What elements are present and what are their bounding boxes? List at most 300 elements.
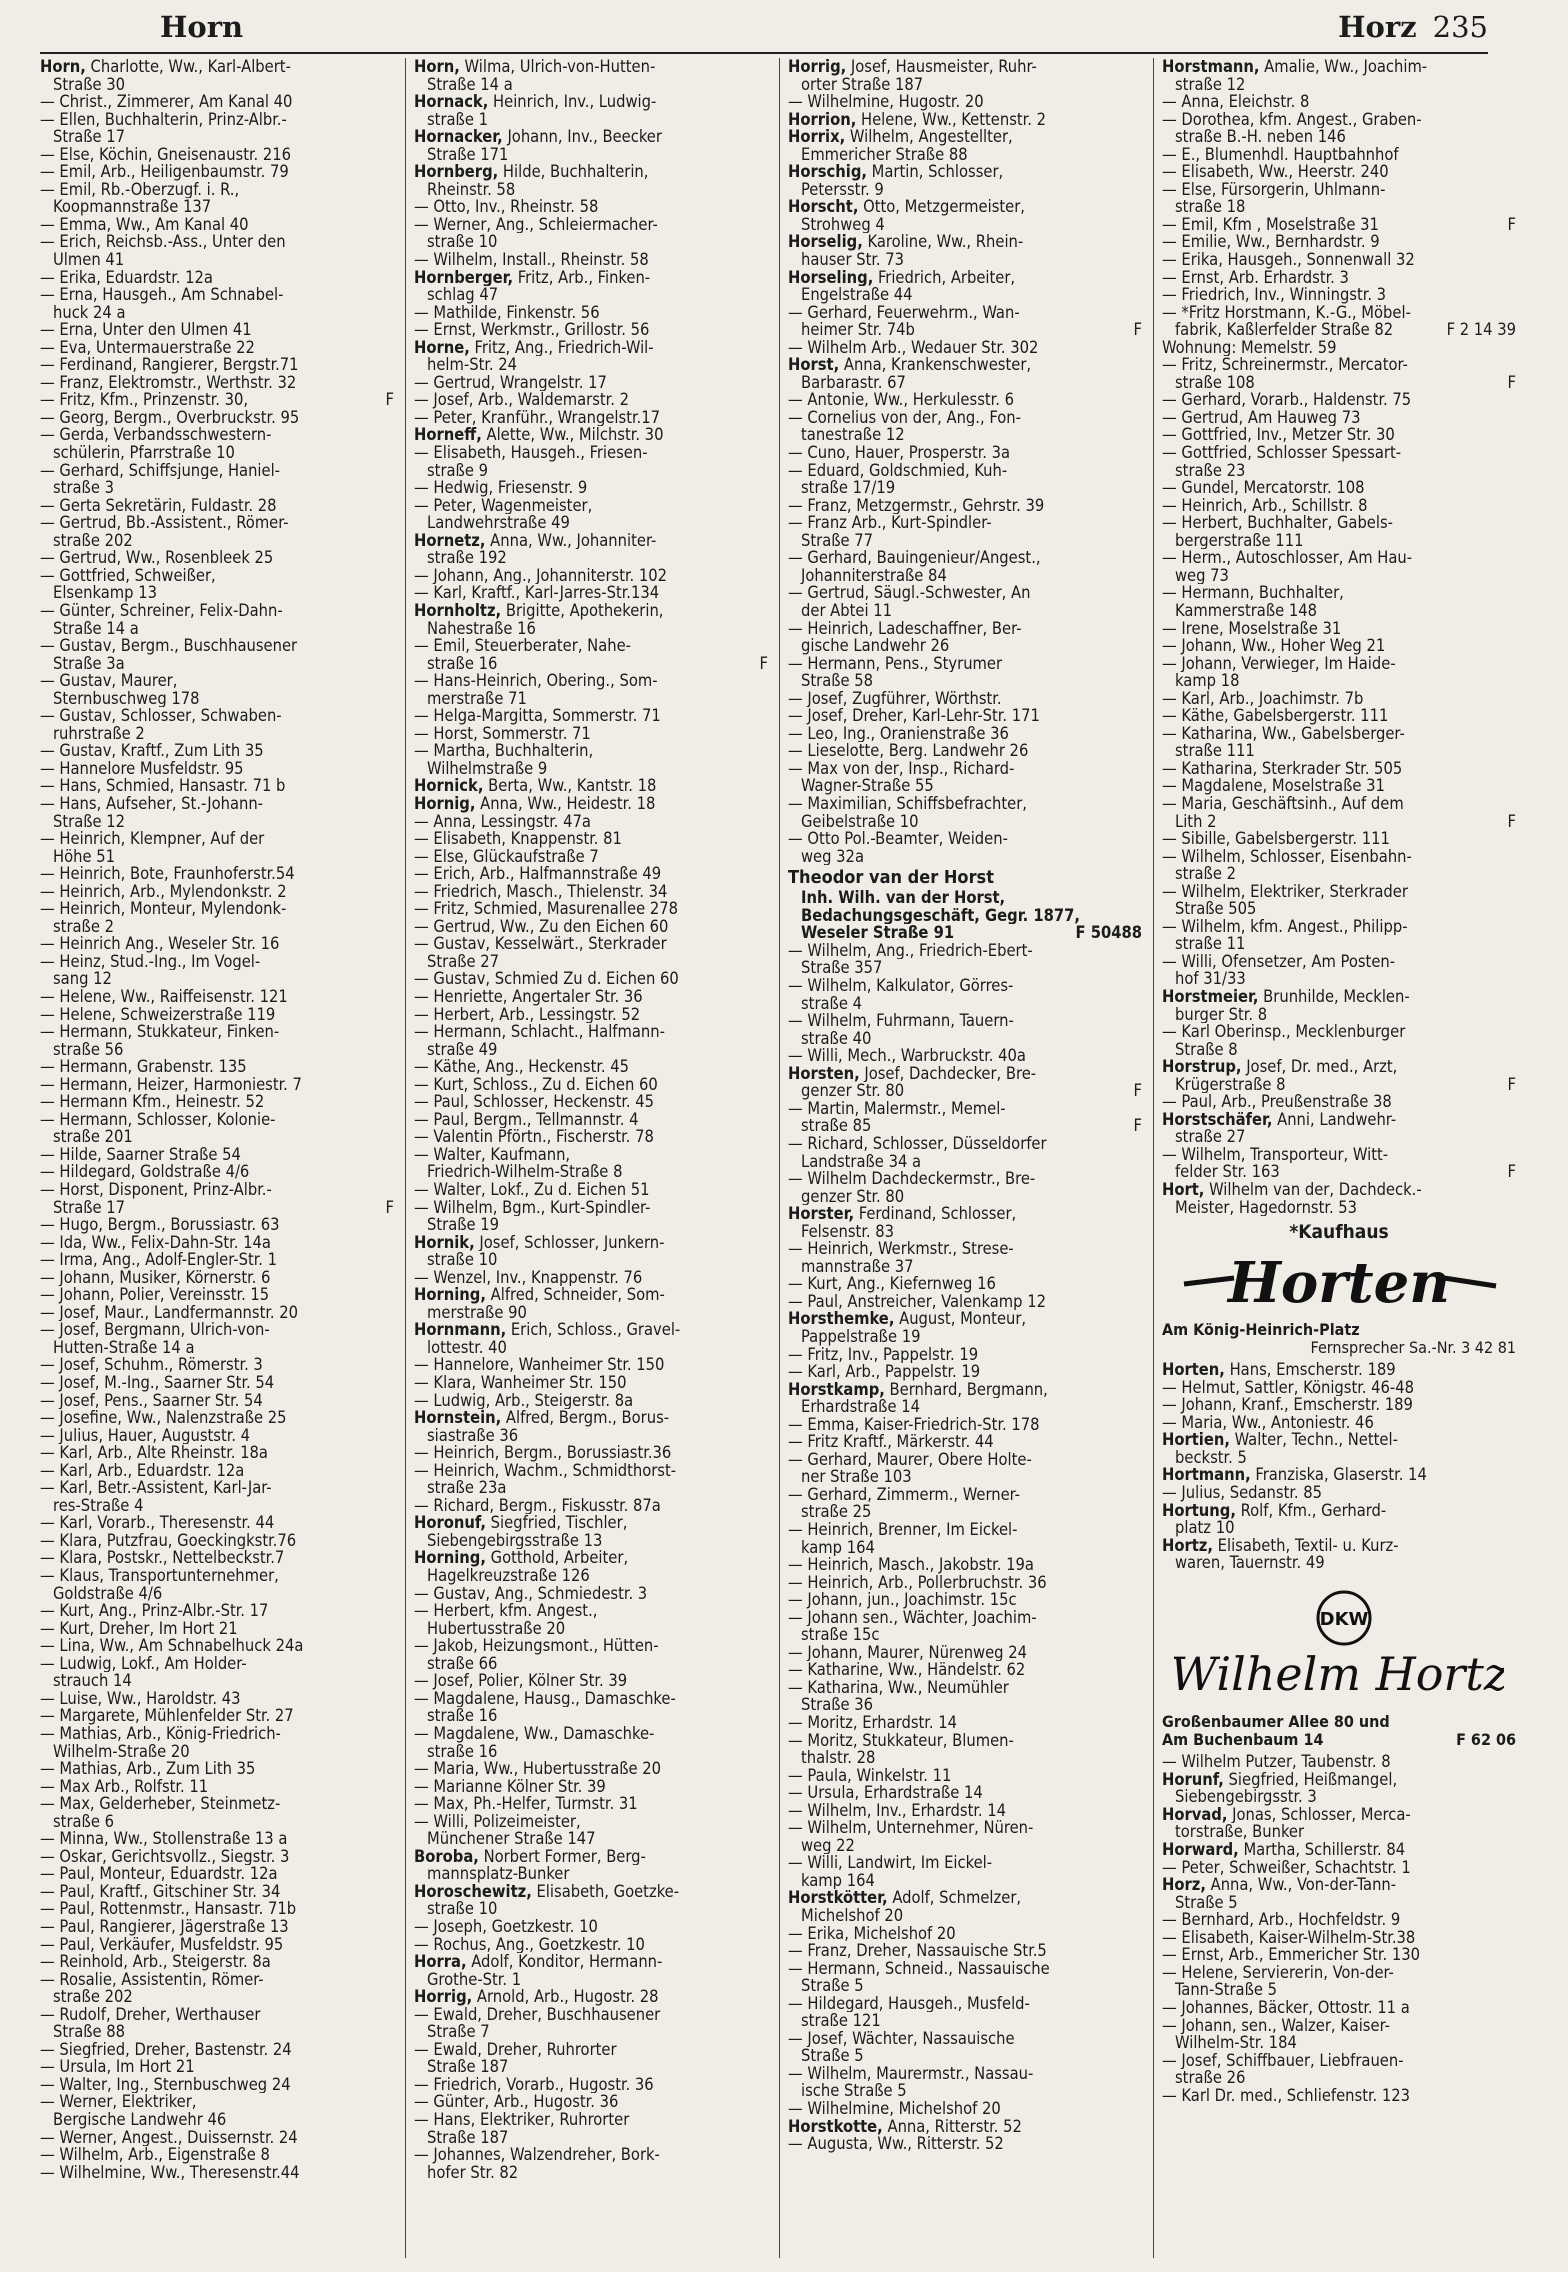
entry-text: Wilhelm-Str. 184: [1175, 2034, 1297, 2052]
ad-title: *Kaufhaus: [1289, 1221, 1389, 1244]
entry-text: straße 10: [427, 1251, 498, 1269]
entry-line: [788, 1925, 1142, 1943]
entry-continuation: [414, 760, 768, 778]
entry-continuation: [414, 953, 768, 971]
entry-line: [788, 725, 1142, 743]
directory-entry: [1162, 1093, 1516, 1111]
entry-line: [414, 391, 768, 409]
directory-entry: [1162, 1023, 1516, 1058]
directory-entry: [1162, 1999, 1516, 2017]
entry-line: [40, 93, 394, 111]
surname: Horstkötter,: [788, 1889, 888, 1908]
entry-text: — Herbert, Buchhalter, Gabels-: [1162, 514, 1393, 532]
entry-line: [788, 1012, 1142, 1030]
entry-line: [1162, 1023, 1516, 1041]
entry-line: [788, 1240, 1142, 1258]
entry-continuation: [414, 1427, 768, 1445]
entry-text: Barbarastr. 67: [801, 373, 906, 392]
entry-line: [414, 865, 768, 883]
entry-continuation: [414, 2023, 768, 2041]
directory-entry: [788, 1574, 1142, 1592]
entry-line: [1162, 1093, 1516, 1111]
directory-entry: [40, 953, 394, 988]
entry-text: straße 23: [1175, 461, 1246, 480]
entry-text: Sternbuschweg 178: [53, 689, 200, 708]
entry-continuation: [414, 1041, 768, 1059]
directory-entry: [414, 1690, 768, 1725]
entry-line: [40, 1392, 394, 1410]
entry-text: — Wilhelm, Bgm., Kurt-Spindler-: [414, 1198, 651, 1217]
entry-line: [414, 426, 768, 444]
entry-line: [40, 707, 394, 725]
surname: Horschig,: [788, 163, 867, 181]
entry-text: Wilma, Ulrich-von-Hutten-: [459, 58, 656, 76]
entry-line: [788, 462, 1142, 480]
entry-text: — Irma, Ang., Adolf-Engler-Str. 1: [40, 1251, 278, 1269]
surname: Horsten,: [788, 1064, 860, 1083]
directory-entry: [788, 1819, 1142, 1854]
entry-line: [414, 128, 768, 146]
entry-continuation: [1162, 970, 1516, 988]
entry-text: — Horst, Disponent, Prinz-Albr.-: [40, 1181, 272, 1199]
entry-line: [1162, 426, 1516, 444]
entry-line: [414, 1672, 768, 1690]
entry-line: [414, 672, 768, 690]
entry-line: [40, 2129, 394, 2147]
directory-entry: [414, 321, 768, 339]
surname: Horten,: [1162, 1361, 1225, 1379]
entry-line: [40, 1023, 394, 1041]
entry-line: [40, 339, 394, 357]
entry-line: [1162, 549, 1516, 567]
entry-line: [1162, 497, 1516, 515]
directory-entry: [788, 1556, 1142, 1574]
directory-entry: [414, 339, 768, 374]
directory-entry: [788, 198, 1142, 233]
entry-text: Geibelstraße 10: [801, 812, 919, 831]
directory-entry: [414, 567, 768, 585]
entry-continuation: [788, 1696, 1142, 1714]
entry-line: [788, 163, 1142, 181]
entry-continuation: [788, 1153, 1142, 1171]
entry-line: [414, 1813, 768, 1831]
entry-text: — Johann sen., Wächter, Joachim-: [788, 1608, 1037, 1627]
entry-continuation: [414, 549, 768, 567]
entry-text: — Siegfried, Dreher, Bastenstr. 24: [40, 2040, 292, 2059]
directory-entry: [40, 2146, 394, 2164]
entry-line: [40, 1567, 394, 1585]
entry-line: [788, 1135, 1142, 1153]
entry-line: [40, 988, 394, 1006]
entry-line: [788, 584, 1142, 602]
entry-continuation: [788, 848, 1142, 866]
entry-text: — Gustav, Maurer,: [40, 672, 178, 690]
entry-line: [1162, 514, 1516, 532]
entry-line: [414, 813, 768, 831]
directory-entry: [414, 1795, 768, 1813]
phone-marker: F: [1507, 1163, 1516, 1181]
entry-text: — Johann, Maurer, Nürenweg 24: [788, 1643, 1027, 1662]
entry-text: straße 121: [801, 2012, 881, 2030]
entry-text: Höhe 51: [53, 847, 115, 866]
entry-text: — Emil, Kfm , Moselstraße 31: [1162, 215, 1379, 234]
entry-text: — Josef, Pens., Saarner Str. 54: [40, 1391, 263, 1410]
directory-entry: [40, 181, 394, 216]
directory-entry: [414, 795, 768, 813]
entry-text: — Julius, Hauer, Auguststr. 4: [40, 1426, 251, 1445]
directory-entry: [414, 304, 768, 322]
entry-text: Straße 14 a: [53, 619, 139, 638]
entry-line: [414, 497, 768, 515]
entry-text: — Helene, Ww., Raiffeisenstr. 121: [40, 987, 288, 1006]
entry-text: Straße 14 a: [427, 75, 513, 94]
entry-line: [40, 637, 394, 655]
entry-continuation: [40, 620, 394, 638]
entry-text: ruhrstraße 2: [53, 724, 145, 743]
entry-continuation: [40, 128, 394, 146]
entry-text: Straße 5: [801, 2047, 864, 2065]
entry-text: — Hannelore, Wanheimer Str. 150: [414, 1356, 665, 1375]
entry-line: [414, 1269, 768, 1287]
entry-text: — Maria, Ww., Antoniestr. 46: [1162, 1413, 1374, 1432]
entry-line: [40, 1936, 394, 1954]
entry-text: — Emil, Arb., Heiligenbaumstr. 79: [40, 163, 289, 181]
entry-text: der Abtei 11: [801, 601, 893, 620]
entry-text: — Klaus, Transportunternehmer,: [40, 1567, 279, 1585]
entry-text: straße 111: [1175, 742, 1255, 760]
entry-text: — Wilhelm, Kalkulator, Görres-: [788, 977, 1014, 995]
directory-entry: [788, 391, 1142, 409]
directory-entry: [1162, 953, 1516, 988]
entry-text: Straße 171: [427, 145, 509, 164]
directory-entry: [414, 777, 768, 795]
directory-entry: [40, 900, 394, 935]
entry-continuation: [40, 304, 394, 322]
entry-continuation: [414, 1655, 768, 1673]
entry-line: [1162, 409, 1516, 427]
directory-entry: [40, 865, 394, 883]
entry-continuation: [788, 1082, 1142, 1100]
entry-text: — Heinrich, Arb., Schillstr. 8: [1162, 496, 1368, 515]
entry-text: Johann, Inv., Beecker: [502, 128, 662, 146]
directory-entry: [1162, 918, 1516, 953]
surname: Horra,: [414, 1953, 467, 1971]
entry-line: [1162, 1964, 1516, 1982]
entry-line: [40, 567, 394, 585]
entry-line: [40, 1093, 394, 1111]
entry-text: — Josef, Schiffbauer, Liebfrauen-: [1162, 2051, 1404, 2070]
entry-text: — Helmut, Sattler, Königstr. 46-48: [1162, 1378, 1415, 1397]
entry-text: — Gerta Sekretärin, Fuldastr. 28: [40, 496, 277, 515]
entry-text: straße 18: [1175, 198, 1246, 216]
entry-text: — Heinrich, Klempner, Auf der: [40, 830, 265, 848]
entry-line: [414, 1234, 768, 1252]
entry-line: [414, 1023, 768, 1041]
entry-text: kamp 18: [1175, 672, 1240, 690]
entry-text: — Gottfried, Inv., Metzer Str. 30: [1162, 426, 1395, 445]
directory-entry: [788, 2100, 1142, 2118]
directory-entry: [40, 707, 394, 742]
surname: Hornick,: [414, 777, 484, 795]
surname: Horrig,: [414, 1988, 473, 2006]
entry-text: genzer Str. 80: [801, 1082, 905, 1100]
entry-text: — Gustav, Bergm., Buschhausener: [40, 637, 298, 655]
directory-entry: [1162, 637, 1516, 655]
page-header: [0, 0, 1568, 60]
header-left-keyword: Horn: [160, 10, 244, 44]
directory-entry: [40, 602, 394, 637]
directory-entry: [1162, 2052, 1516, 2087]
entry-continuation: [1162, 567, 1516, 585]
entry-line: [414, 1006, 768, 1024]
entry-text: Straße 36: [801, 1696, 874, 1714]
entry-line: [40, 1883, 394, 1901]
entry-line: [788, 1346, 1142, 1364]
entry-text: — Erna, Unter den Ulmen 41: [40, 321, 252, 339]
directory-entry: [1162, 1911, 1516, 1929]
entry-line: [414, 2146, 768, 2164]
entry-line: [40, 391, 394, 409]
directory-entry: [788, 93, 1142, 111]
entry-text: — Ida, Ww., Felix-Dahn-Str. 14a: [40, 1233, 271, 1252]
entry-text: Wilhelm van der, Dachdeck.-: [1204, 1181, 1422, 1199]
entry-line: [788, 655, 1142, 673]
directory-entry: [1162, 269, 1516, 287]
entry-text: — Paul, Arb., Preußenstraße 38: [1162, 1093, 1392, 1111]
directory-entry: [788, 514, 1142, 549]
entry-line: [414, 1321, 768, 1339]
entry-line: [788, 2030, 1142, 2048]
entry-text: — Friedrich, Masch., Thielenstr. 34: [414, 882, 668, 901]
entry-line: [788, 1310, 1142, 1328]
entry-line: [40, 2006, 394, 2024]
directory-entry: [40, 1006, 394, 1024]
entry-line: [414, 637, 768, 655]
entry-continuation: [40, 1041, 394, 1059]
entry-text: hofer Str. 82: [427, 2163, 519, 2182]
entry-text: — Emil, Rb.-Oberzugf. i. R.,: [40, 180, 240, 199]
directory-entry: [40, 1848, 394, 1866]
directory-entry: [40, 1532, 394, 1550]
surname: Horrix,: [788, 128, 846, 146]
entry-text: — Wilhelm, Arb., Eigenstraße 8: [40, 2146, 270, 2164]
entry-text: — Karl Oberinsp., Mecklenburger: [1162, 1023, 1406, 1041]
directory-entry: [1162, 620, 1516, 638]
directory-entry: [40, 1409, 394, 1427]
entry-text: mannstraße 37: [801, 1257, 914, 1276]
entry-text: — Cuno, Hauer, Prosperstr. 3a: [788, 444, 1011, 462]
entry-text: — Wilhelm Arb., Wedauer Str. 302: [788, 338, 1039, 357]
directory-entry: [40, 1444, 394, 1462]
entry-continuation: [788, 1503, 1142, 1521]
entry-line: [1162, 391, 1516, 409]
entry-line: [414, 321, 768, 339]
column-separator: [779, 58, 780, 2258]
entry-line: [1162, 304, 1516, 322]
entry-text: — Erich, Reichsb.-Ass., Unter den: [40, 233, 286, 252]
entry-continuation: [788, 672, 1142, 690]
directory-entry: [1162, 146, 1516, 164]
entry-line: [1162, 1911, 1516, 1929]
directory-entry: [40, 2093, 394, 2128]
entry-line: [40, 953, 394, 971]
entry-continuation: [788, 374, 1142, 392]
entry-line: [1162, 795, 1516, 813]
entry-line: [414, 777, 768, 795]
entry-continuation: [40, 532, 394, 550]
entry-text: ner Straße 103: [801, 1468, 912, 1486]
entry-line: [1162, 1146, 1516, 1164]
entry-line: [40, 233, 394, 251]
entry-line: [414, 1497, 768, 1515]
entry-line: [414, 409, 768, 427]
entry-line: [1162, 707, 1516, 725]
entry-continuation: [40, 479, 394, 497]
entry-text: — Willi, Polizeimeister,: [414, 1812, 581, 1831]
entry-line: [40, 1216, 394, 1234]
directory-entry: [788, 1310, 1142, 1345]
directory-entry: [414, 426, 768, 444]
directory-entry: [40, 2164, 394, 2182]
directory-entry: [788, 1047, 1142, 1065]
directory-entry: [788, 942, 1142, 977]
directory-entry: [788, 1609, 1142, 1644]
directory-entry: [40, 2058, 394, 2076]
entry-text: — Dorothea, kfm. Angest., Graben-: [1162, 110, 1422, 129]
entry-continuation: [1162, 374, 1516, 392]
surname: Hornberger,: [414, 268, 514, 287]
directory-entry: [788, 830, 1142, 865]
entry-continuation: [788, 286, 1142, 304]
entry-line: [40, 1725, 394, 1743]
entry-line: [414, 1795, 768, 1813]
entry-text: — Paul, Monteur, Eduardstr. 12a: [40, 1865, 278, 1883]
directory-entry: [788, 1346, 1142, 1364]
entry-line: [414, 1128, 768, 1146]
entry-line: [788, 707, 1142, 725]
entry-line: [788, 444, 1142, 462]
directory-entry: [40, 146, 394, 164]
entry-line: [414, 1690, 768, 1708]
entry-text: Tann-Straße 5: [1175, 1981, 1278, 1999]
entry-text: — Hannelore Musfeldstr. 95: [40, 759, 244, 778]
entry-text: Anna, Ww., Johanniter-: [485, 531, 657, 550]
directory-entry: [788, 1012, 1142, 1047]
entry-line: [40, 1637, 394, 1655]
surname: Hornack,: [414, 93, 489, 111]
entry-text: — Wilhelmine, Michelshof 20: [788, 2100, 1001, 2118]
entry-continuation: [1162, 742, 1516, 760]
entry-continuation: [788, 76, 1142, 94]
entry-line: [414, 1392, 768, 1410]
entry-line: [40, 830, 394, 848]
entry-text: — E., Blumenhdl. Hauptbahnhof: [1162, 145, 1399, 164]
directory-entry: [40, 1795, 394, 1830]
directory-entry: [1162, 1414, 1516, 1432]
entry-continuation: [788, 426, 1142, 444]
entry-text: straße 17/19: [801, 479, 896, 497]
entry-line: [788, 977, 1142, 995]
entry-continuation: [40, 725, 394, 743]
entry-line: [414, 1918, 768, 1936]
entry-text: — Klara, Postskr., Nettelbeckstr.7: [40, 1549, 285, 1568]
entry-line: [414, 2006, 768, 2024]
entry-continuation: [1162, 198, 1516, 216]
directory-entry: [1162, 777, 1516, 795]
directory-entry: [788, 1381, 1142, 1416]
entry-text: Straße 5: [801, 1977, 864, 1995]
entry-text: straße 1: [427, 110, 488, 129]
entry-text: — Ludwig, Arb., Steigerstr. 8a: [414, 1391, 634, 1410]
directory-entry: [414, 1953, 768, 1988]
entry-line: [40, 1830, 394, 1848]
surname: Horoschewitz,: [414, 1882, 532, 1901]
entry-text: — Sibille, Gabelsbergerstr. 111: [1162, 830, 1390, 848]
kaufhaus-horten-ad: [1162, 1221, 1516, 1358]
entry-text: — Bernhard, Arb., Hochfeldstr. 9: [1162, 1911, 1401, 1929]
entry-text: — Gustav, Kraftf., Zum Lith 35: [40, 742, 264, 760]
surname: Hornetz,: [414, 531, 486, 550]
entry-continuation: [414, 1532, 768, 1550]
directory-entry: [40, 391, 394, 409]
directory-entry: [40, 339, 394, 357]
entry-line: [414, 479, 768, 497]
entry-line: [1162, 1414, 1516, 1432]
directory-entry: [40, 374, 394, 392]
entry-line: [788, 1942, 1142, 1960]
directory-entry: [1162, 1964, 1516, 1999]
directory-entry: [40, 1058, 394, 1076]
directory-entry: [788, 1767, 1142, 1785]
entry-text: Michelshof 20: [801, 1907, 904, 1925]
entry-continuation: [1162, 462, 1516, 480]
entry-line: [788, 339, 1142, 357]
entry-text: — Fritz Kraftf., Märkerstr. 44: [788, 1433, 994, 1451]
entry-line: [414, 1356, 768, 1374]
entry-text: Straße 88: [53, 2023, 126, 2041]
entry-text: — Hermann, Buchhalter,: [1162, 584, 1344, 602]
entry-line: [414, 269, 768, 287]
entry-text: — Günter, Schreiner, Felix-Dahn-: [40, 601, 283, 620]
directory-entry: [1162, 760, 1516, 778]
entry-text: — Augusta, Ww., Ritterstr. 52: [788, 2135, 1004, 2153]
entry-line: [788, 304, 1142, 322]
surname: Hornmann,: [414, 1321, 507, 1339]
entry-line: [788, 198, 1142, 216]
entry-line: [40, 286, 394, 304]
phone-marker: F: [759, 654, 768, 673]
entry-line: [414, 1514, 768, 1532]
entry-line: [414, 900, 768, 918]
directory-entry: [414, 1058, 768, 1076]
entry-continuation: [1162, 1554, 1516, 1572]
entry-line: [40, 935, 394, 953]
entry-text: weg 32a: [801, 847, 864, 866]
entry-text: — Josef, Maur., Landfermannstr. 20: [40, 1303, 299, 1322]
entry-text: — Johann, Verwieger, Im Haide-: [1162, 654, 1396, 673]
entry-text: — Ursula, Erhardstraße 14: [788, 1784, 983, 1802]
entry-line: [788, 2118, 1142, 2136]
entry-text: Straße 19: [427, 1216, 500, 1234]
entry-text: — Herbert, kfm. Angest.,: [414, 1602, 598, 1620]
entry-continuation: [1162, 900, 1516, 918]
entry-continuation: [414, 1707, 768, 1725]
entry-text: burger Str. 8: [1175, 1005, 1268, 1024]
entry-text: — Walter, Lokf., Zu d. Eichen 51: [414, 1181, 650, 1199]
entry-line: [1162, 286, 1516, 304]
entry-line: [40, 1251, 394, 1269]
entry-line: [788, 1170, 1142, 1188]
